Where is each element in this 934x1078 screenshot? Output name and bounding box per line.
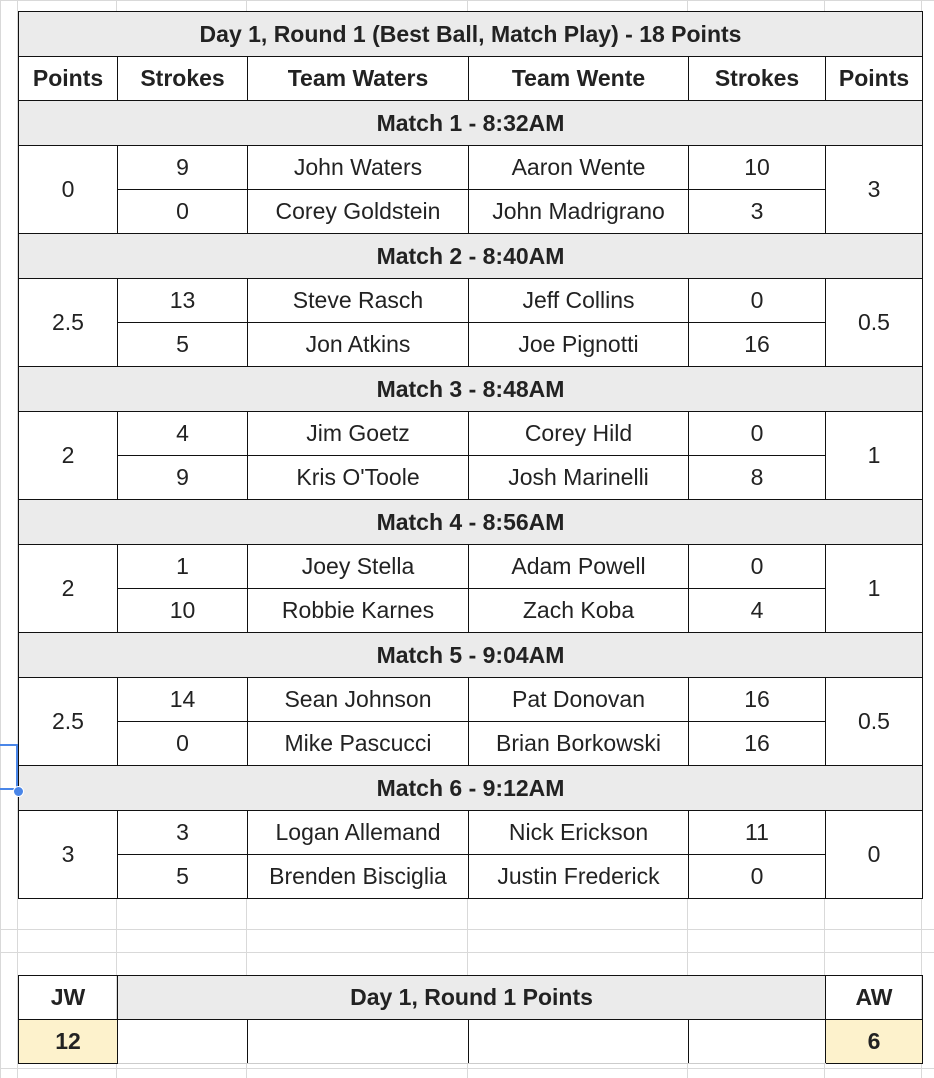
wente-player[interactable]: Brian Borkowski <box>469 722 689 766</box>
wente-player[interactable]: Corey Hild <box>469 412 689 456</box>
waters-strokes[interactable]: 5 <box>118 323 248 367</box>
wente-player[interactable]: Adam Powell <box>469 545 689 589</box>
header-team-waters[interactable]: Team Waters <box>248 57 469 101</box>
match-header[interactable]: Match 2 - 8:40AM <box>19 234 923 279</box>
waters-player[interactable]: Joey Stella <box>248 545 469 589</box>
summary-table <box>18 975 923 1064</box>
waters-player[interactable]: Kris O'Toole <box>248 456 469 500</box>
waters-player[interactable]: John Waters <box>248 146 469 190</box>
wente-strokes[interactable]: 16 <box>689 722 826 766</box>
wente-points[interactable]: 0 <box>826 811 923 899</box>
empty-cell[interactable] <box>118 1020 248 1064</box>
wente-points[interactable]: 1 <box>826 545 923 633</box>
wente-strokes[interactable]: 4 <box>689 589 826 633</box>
round-table <box>18 11 923 899</box>
waters-player[interactable]: Jim Goetz <box>248 412 469 456</box>
wente-player[interactable]: Jeff Collins <box>469 279 689 323</box>
wente-player[interactable]: Josh Marinelli <box>469 456 689 500</box>
waters-strokes[interactable]: 9 <box>118 456 248 500</box>
wente-player[interactable]: Aaron Wente <box>469 146 689 190</box>
waters-points[interactable]: 2.5 <box>19 678 118 766</box>
summary-right-label[interactable]: AW <box>826 976 923 1020</box>
waters-strokes[interactable]: 10 <box>118 589 248 633</box>
empty-cell[interactable] <box>689 1020 826 1064</box>
summary-center-label[interactable]: Day 1, Round 1 Points <box>118 976 826 1020</box>
wente-points[interactable]: 0.5 <box>826 279 923 367</box>
waters-strokes[interactable]: 0 <box>118 722 248 766</box>
waters-player[interactable]: Robbie Karnes <box>248 589 469 633</box>
wente-player[interactable]: Zach Koba <box>469 589 689 633</box>
waters-strokes[interactable]: 13 <box>118 279 248 323</box>
match-header[interactable]: Match 5 - 9:04AM <box>19 633 923 678</box>
match-header[interactable]: Match 3 - 8:48AM <box>19 367 923 412</box>
waters-points[interactable]: 2.5 <box>19 279 118 367</box>
header-team-wente[interactable]: Team Wente <box>469 57 689 101</box>
summary-right-total[interactable]: 6 <box>826 1020 923 1064</box>
summary-left-total[interactable]: 12 <box>19 1020 118 1064</box>
wente-strokes[interactable]: 11 <box>689 811 826 855</box>
wente-player[interactable]: John Madrigrano <box>469 190 689 234</box>
wente-player[interactable]: Justin Frederick <box>469 855 689 899</box>
wente-points[interactable]: 0.5 <box>826 678 923 766</box>
wente-player[interactable]: Nick Erickson <box>469 811 689 855</box>
wente-strokes[interactable]: 0 <box>689 855 826 899</box>
wente-points[interactable]: 1 <box>826 412 923 500</box>
waters-points[interactable]: 2 <box>19 545 118 633</box>
header-strokes-right[interactable]: Strokes <box>689 57 826 101</box>
waters-player[interactable]: Corey Goldstein <box>248 190 469 234</box>
waters-strokes[interactable]: 3 <box>118 811 248 855</box>
summary-left-label[interactable]: JW <box>19 976 118 1020</box>
table-title[interactable]: Day 1, Round 1 (Best Ball, Match Play) - 18 Points <box>19 12 923 57</box>
wente-strokes[interactable]: 0 <box>689 279 826 323</box>
waters-player[interactable]: Logan Allemand <box>248 811 469 855</box>
waters-points[interactable]: 0 <box>19 146 118 234</box>
wente-player[interactable]: Pat Donovan <box>469 678 689 722</box>
wente-strokes[interactable]: 16 <box>689 323 826 367</box>
waters-strokes[interactable]: 0 <box>118 190 248 234</box>
selection-drag-handle[interactable] <box>13 786 24 797</box>
wente-strokes[interactable]: 8 <box>689 456 826 500</box>
waters-player[interactable]: Steve Rasch <box>248 279 469 323</box>
waters-strokes[interactable]: 1 <box>118 545 248 589</box>
empty-cell[interactable] <box>469 1020 689 1064</box>
waters-strokes[interactable]: 14 <box>118 678 248 722</box>
wente-strokes[interactable]: 16 <box>689 678 826 722</box>
header-strokes-left[interactable]: Strokes <box>118 57 248 101</box>
wente-strokes[interactable]: 3 <box>689 190 826 234</box>
waters-points[interactable]: 2 <box>19 412 118 500</box>
waters-strokes[interactable]: 5 <box>118 855 248 899</box>
waters-strokes[interactable]: 4 <box>118 412 248 456</box>
match-header[interactable]: Match 6 - 9:12AM <box>19 766 923 811</box>
wente-strokes[interactable]: 10 <box>689 146 826 190</box>
waters-player[interactable]: Sean Johnson <box>248 678 469 722</box>
waters-player[interactable]: Brenden Bisciglia <box>248 855 469 899</box>
match-header[interactable]: Match 1 - 8:32AM <box>19 101 923 146</box>
header-points-right[interactable]: Points <box>826 57 923 101</box>
wente-points[interactable]: 3 <box>826 146 923 234</box>
waters-points[interactable]: 3 <box>19 811 118 899</box>
waters-player[interactable]: Mike Pascucci <box>248 722 469 766</box>
empty-cell[interactable] <box>248 1020 469 1064</box>
wente-strokes[interactable]: 0 <box>689 412 826 456</box>
wente-strokes[interactable]: 0 <box>689 545 826 589</box>
match-header[interactable]: Match 4 - 8:56AM <box>19 500 923 545</box>
waters-strokes[interactable]: 9 <box>118 146 248 190</box>
wente-player[interactable]: Joe Pignotti <box>469 323 689 367</box>
waters-player[interactable]: Jon Atkins <box>248 323 469 367</box>
header-points-left[interactable]: Points <box>19 57 118 101</box>
cell-selection-outline <box>0 744 18 790</box>
